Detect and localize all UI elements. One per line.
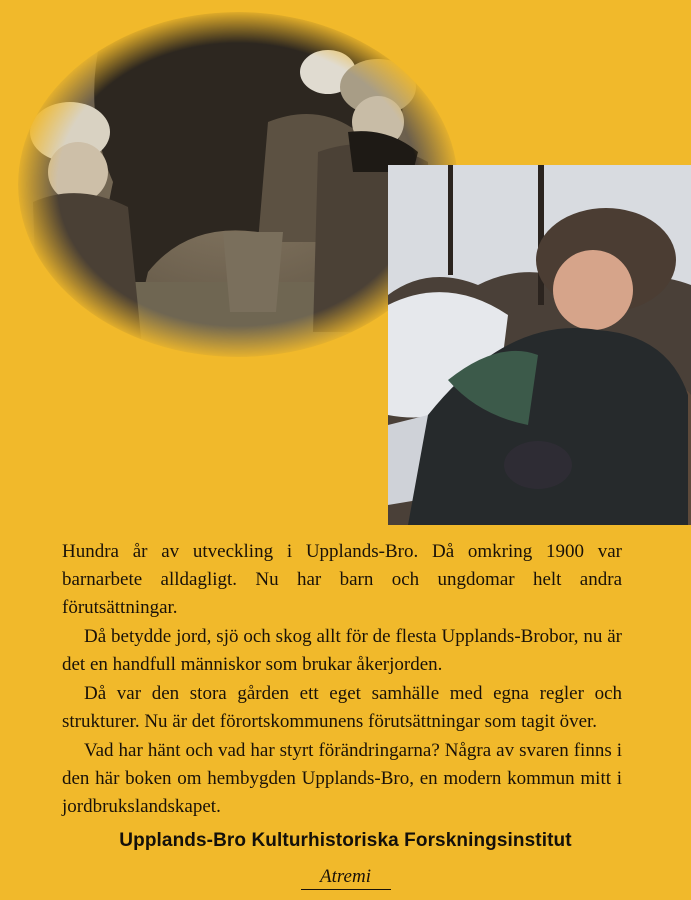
blurb-paragraph-4: Vad har hänt och vad har styrt förändringarna? Några av svaren finns i den här boken om hembygden Upplands-Bro, en modern kommun mitt i jordbrukslandskapet. xyxy=(62,740,622,817)
imprint-name: Atremi xyxy=(319,866,371,887)
blurb-paragraph-3: Då var den stora gården ett eget samhälle med egna regler och strukturer. Nu är det förortskommunens förutsättningar som tagit över. xyxy=(62,683,622,732)
imprint-logo xyxy=(0,866,691,890)
winter-photo-illustration xyxy=(388,165,691,525)
imprint-rule xyxy=(301,889,391,890)
publisher-name: Upplands-Bro Kulturhistoriska Forskningsinstitut xyxy=(119,830,572,851)
blurb-paragraph-2: Då betydde jord, sjö och skog allt för de flesta Upplands-Brobor, nu är det en handfull människor som brukar åkerjorden. xyxy=(62,626,622,675)
winter-photo xyxy=(388,165,691,525)
blurb-paragraph-1: Hundra år av utveckling i Upplands-Bro. Då omkring 1900 var barnarbete alldagligt. Nu har barn och ungdomar helt andra förutsättningar. xyxy=(62,541,622,618)
back-cover-blurb xyxy=(62,538,622,822)
